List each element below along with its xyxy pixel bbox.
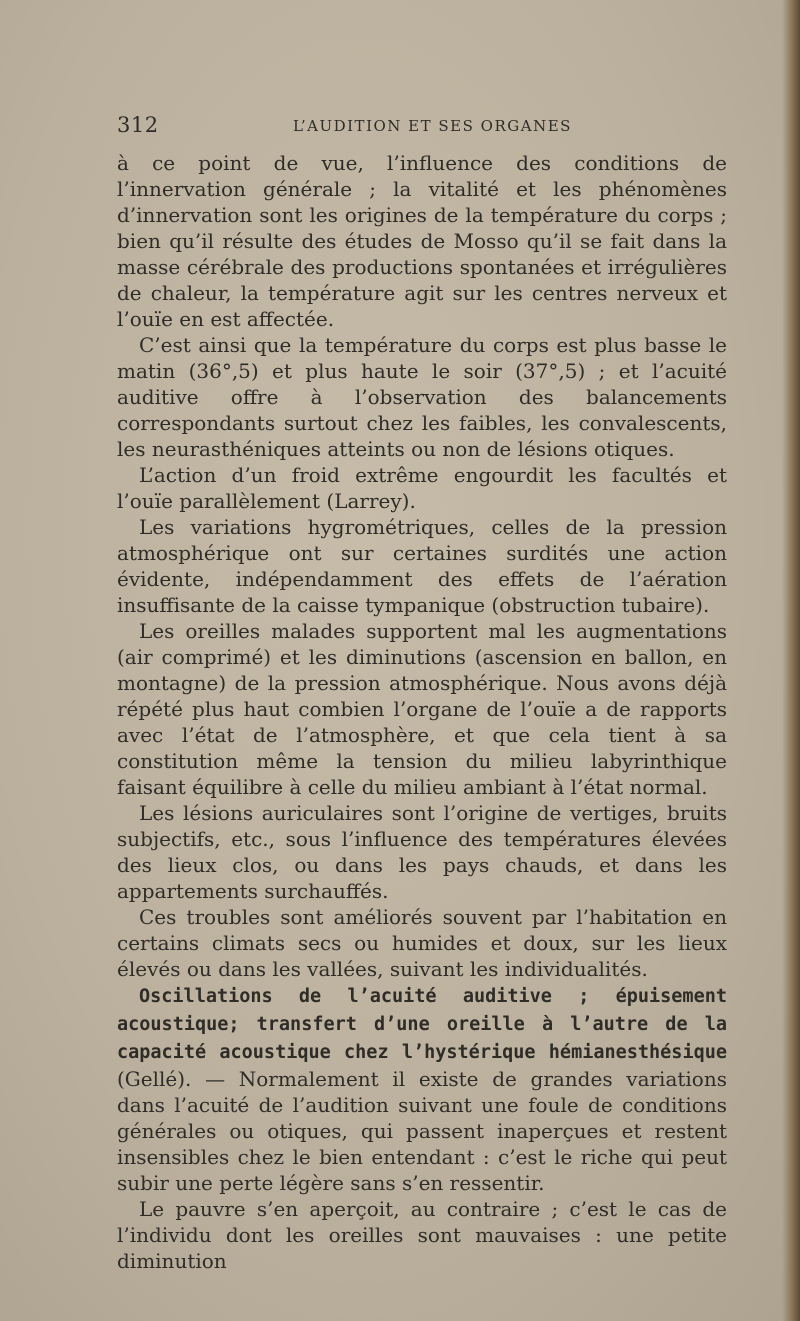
- paragraph: C’est ainsi que la température du corps est plus basse le matin (36°,5) et plus haute le soir (37°,5) ; et l’acuité auditive offre à l’observation des balancements correspondants surtout chez les faibles, les convalescents, les neurasthéniques atteints ou non de lésions otiques.: [117, 333, 727, 461]
- paragraph: Le pauvre s’en aperçoit, au contraire ; c’est le cas de l’individu dont les oreilles sont mauvaises : une petite diminution: [117, 1197, 727, 1273]
- paragraph: à ce point de vue, l’influence des conditions de l’innervation générale ; la vitalité et les phénomènes d’innervation sont les origines de la température du corps ; bien qu’il résulte des études de Mosso qu’il se fait dans la masse cérébrale des productions spontanées et irrégulières de chaleur, la température agit sur les centres nerveux et l’ouïe en est affectée.: [117, 151, 727, 331]
- page-header: [117, 113, 725, 143]
- paragraph: Les lésions auriculaires sont l’origine de vertiges, bruits subjectifs, etc., sous l’influence des températures élevées des lieux clos, ou dans les pays chauds, et dans les appartements surchauffés.: [117, 801, 727, 903]
- section-heading: Oscillations de l’acuité auditive ; épuisement acoustique; transfert d’une oreille à l’autre de la capacité acoustique chez l’hystérique hémianesthésique: [117, 986, 727, 1063]
- body-text: [117, 150, 727, 1274]
- running-title: L’AUDITION ET SES ORGANES: [293, 117, 572, 135]
- page-number: 312: [117, 113, 159, 137]
- paragraph: L’action d’un froid extrême engourdit les facultés et l’ouïe parallèlement (Larrey).: [117, 463, 727, 513]
- paragraph: Les oreilles malades supportent mal les augmentations (air comprimé) et les diminutions (ascension en ballon, en montagne) de la pression atmosphérique. Nous avons déjà répété plus haut combien l’organe de l’ouïe a de rapports avec l’état de l’atmosphère, et que cela tient à sa constitution même la tension du milieu labyrinthique faisant équilibre à celle du milieu ambiant à l’état normal.: [117, 619, 727, 799]
- section-paragraph: [117, 982, 727, 1196]
- paragraph: Ces troubles sont améliorés souvent par l’habitation en certains climats secs ou humides et doux, sur les lieux élevés ou dans les vallées, suivant les individualités.: [117, 905, 727, 981]
- section-text: (Gellé). — Normalement il existe de grandes variations dans l’acuité de l’audition suivant une foule de conditions générales ou otiques, qui passent inaperçues et restent insensibles chez le bien entendant : c’est le riche qui peut subir une perte légère sans s’en ressentir.: [117, 1067, 727, 1195]
- page-edge-shadow: [782, 0, 800, 1321]
- paragraph: Les variations hygrométriques, celles de la pression atmosphérique ont sur certaines surdités une action évidente, indépendamment des effets de l’aération insuffisante de la caisse tympanique (obstruction tubaire).: [117, 515, 727, 617]
